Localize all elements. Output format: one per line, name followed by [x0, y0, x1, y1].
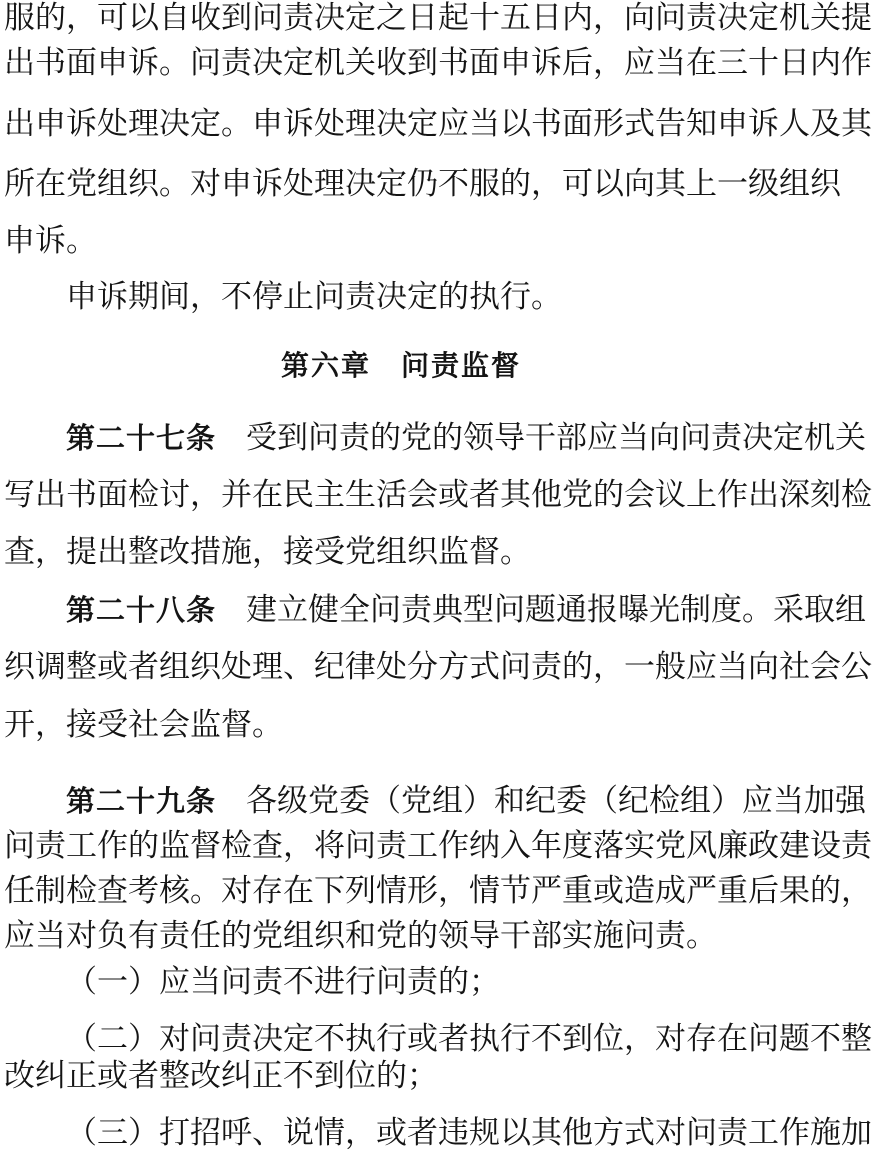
article-28-line-1: [66, 584, 867, 636]
article-27-line-3: 查，提出整改措施，接受党组织监督。: [4, 534, 531, 570]
article-29-line-2: 问责工作的监督检查，将问责工作纳入年度落实党风廉政建设责: [4, 828, 872, 864]
list-item-3-line-1: （三）打招呼、说情，或者违规以其他方式对问责工作施加: [66, 1115, 872, 1151]
article-27-text: 受到问责的党的领导干部应当向问责决定机关: [246, 420, 867, 456]
article-29-line-3: 任制检查考核。对存在下列情形，情节严重或造成严重后果的，: [4, 873, 872, 909]
article-28-line-2: 织调整或者组织处理、纪律处分方式问责的，一般应当向社会公: [4, 649, 872, 685]
intro-line-2: 出书面申诉。问责决定机关收到书面申诉后，应当在三十日内作: [4, 45, 872, 81]
article-28-title: 第二十八条: [66, 593, 217, 627]
list-item-2-line-2: 改纠正或者整改纠正不到位的；: [4, 1058, 438, 1094]
list-item-1: （一）应当问责不进行问责的；: [66, 964, 500, 1000]
intro-paragraph-2: 申诉期间，不停止问责决定的执行。: [66, 279, 562, 315]
article-29-title: 第二十九条: [66, 784, 217, 818]
article-27-line-2: 写出书面检讨，并在民主生活会或者其他党的会议上作出深刻检: [4, 477, 872, 513]
article-28-text: 建立健全问责典型问题通报曝光制度。采取组: [246, 592, 867, 628]
article-29-text: 各级党委（党组）和纪委（纪检组）应当加强: [246, 783, 867, 819]
chapter-heading: 第六章 问责监督: [280, 349, 521, 382]
intro-line-4: 所在党组织。对申诉处理决定仍不服的，可以向其上一级组织: [4, 166, 841, 202]
intro-line-1: 服的，可以自收到问责决定之日起十五日内，向问责决定机关提: [4, 0, 872, 36]
article-27-line-1: [66, 412, 867, 464]
intro-line-3: 出申诉处理决定。申诉处理决定应当以书面形式告知申诉人及其: [4, 106, 872, 142]
intro-line-5: 申诉。: [4, 223, 97, 259]
article-28-line-3: 开，接受社会监督。: [4, 707, 283, 743]
list-item-2-line-1: （二）对问责决定不执行或者执行不到位，对存在问题不整: [66, 1021, 872, 1057]
article-29-line-4: 应当对负有责任的党组织和党的领导干部实施问责。: [4, 918, 717, 954]
article-27-title: 第二十七条: [66, 421, 217, 455]
